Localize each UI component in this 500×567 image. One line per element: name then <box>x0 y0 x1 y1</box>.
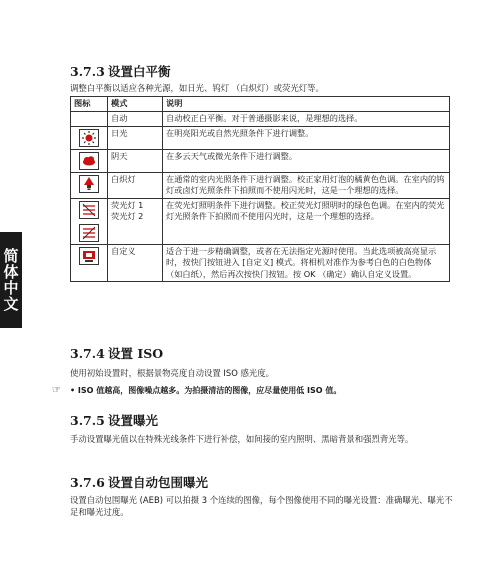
header-icon: 图标 <box>71 97 108 112</box>
white-balance-table <box>70 96 450 282</box>
section-heading-aeb: 3.7.6 设置自动包围曝光 <box>70 475 209 490</box>
fluorescent-2-icon <box>79 224 99 242</box>
table-cell-mode: 日光 <box>108 126 163 149</box>
table-cell-description: 在通常的室内光照条件下进行调整。校正家用灯泡的橘黄色色调。在室内的钨灯或卤灯光照条件下拍照而不使用闪光时，这是一个理想的选择。 <box>163 172 450 198</box>
table-cell-mode: 自动 <box>108 112 163 127</box>
table-cell-mode: 荧光灯 1 荧光灯 2 <box>108 198 163 244</box>
table-cell-description: 在荧光灯照明条件下进行调整。校正荧光灯照明时的绿色色调。在室内的荧光灯光照条件下拍照而不使用闪光时，这是一个理想的选择。 <box>163 198 450 244</box>
table-cell-description: 自动校正白平衡。对于普通摄影来说，是理想的选择。 <box>163 112 450 127</box>
exposure-text: 手动设置曝光值以在特殊光线条件下进行补偿，如间接的室内照明、黑暗背景和强烈背光等。 <box>70 434 414 444</box>
aeb-text: 设置自动包围曝光 (AEB) 可以拍摄 3 个连续的图像，每个图像使用不同的曝光设置：准确曝光、曝光不足和曝光过度。 <box>70 495 453 517</box>
table-cell-mode: 阴天 <box>108 149 163 172</box>
iso-note: ☞ • ISO 值越高，图像噪点越多。为拍摄清洁的图像，应尽量使用低 ISO 值。 <box>52 385 342 396</box>
section-heading-white-balance: 3.7.3 设置白平衡 <box>70 64 171 79</box>
iso-text: 使用初始设置时，根据景物亮度自动设置 ISO 感光度。 <box>70 368 274 378</box>
section-heading-exposure: 3.7.5 设置曝光 <box>70 413 159 428</box>
language-side-tab: 简体中文 <box>0 232 22 328</box>
bulb-icon <box>79 175 99 193</box>
table-cell-icon <box>71 112 108 127</box>
table-header-row <box>71 97 450 112</box>
sun-icon <box>79 129 99 147</box>
fluorescent-1-icon <box>79 201 99 219</box>
table-row <box>71 172 450 198</box>
table-row <box>71 126 450 149</box>
white-balance-intro: 调整白平衡以适应各种光源，如日光、钨灯 （白炽灯）或荧光灯等。 <box>70 83 324 93</box>
table-cell-description: 适合于进一步精确调整，或者在无法指定光源时使用。当此选项被高亮显示时，按快门按钮进入 [自定义] 模式。将相机对准作为参考白色的白色物体 （如白纸），然后再次按快门按钮。按 OK （确定）确认自定义设置。 <box>163 244 450 282</box>
pointing-hand-icon: ☞ <box>52 385 61 396</box>
cloudy-icon <box>79 152 99 170</box>
custom-wb-icon <box>79 247 99 265</box>
table-row <box>71 244 450 282</box>
table-row <box>71 198 450 244</box>
table-cell-description: 在多云天气或微光条件下进行调整。 <box>163 149 450 172</box>
table-cell-mode: 白炽灯 <box>108 172 163 198</box>
table-row <box>71 149 450 172</box>
header-mode: 模式 <box>108 97 163 112</box>
table-cell-description: 在明亮阳光或自然光照条件下进行调整。 <box>163 126 450 149</box>
header-description: 说明 <box>163 97 450 112</box>
table-cell-mode: 自定义 <box>108 244 163 282</box>
section-heading-iso: 3.7.4 设置 ISO <box>70 346 164 361</box>
table-row <box>71 112 450 127</box>
